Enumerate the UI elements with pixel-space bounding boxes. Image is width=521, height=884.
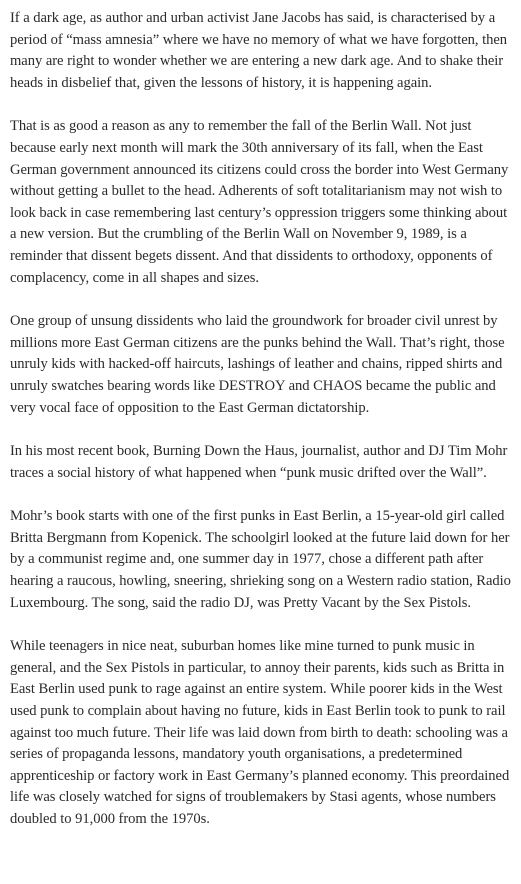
paragraph-1: If a dark age, as author and urban activist Jane Jacobs has said, is characterised by a period of “mass amnesia” where we have no memory of what we have forgotten, then many are right to wonder whether we are entering a new dark age. And to shake their heads in disbelief that, given the lessons of history, it is happening again.: [10, 10, 508, 91]
paragraph-6: While teenagers in nice neat, suburban homes like mine turned to punk music in general, and the Sex Pistols in particular, to annoy their parents, kids such as Britta in East Berlin used punk to rage against an entire system. While poorer kids in the West used punk to complain about having no future, kids in East Berlin took to punk to rail against too much future. Their life was laid down from birth to death: schooling was a series of propaganda lessons, mandatory youth organisations, a predetermined apprenticeship or factory work in East Germany’s planned economy. This preordained life was closely watched for signs of troublemakers by Stasi agents, whose numbers doubled to 91,000 from the 1970s.: [10, 638, 510, 827]
paragraph-3: One group of unsung dissidents who laid the groundwork for broader civil unrest by millions more East German citizens are the punks behind the Wall. That’s right, those unruly kids with hacked-off haircuts, lashings of leather and chains, ripped shirts and unruly swatches bearing words like DESTROY and CHAOS became the public and very vocal face of opposition to the East German dictatorship.: [10, 313, 505, 416]
paragraph-2: That is as good a reason as any to remember the fall of the Berlin Wall. Not just because early next month will mark the 30th anniversary of its fall, when the East German government announced its citizens could cross the border into West Germany without getting a bullet to the head. Adherents of soft totalitarianism may not wish to look back in case remembering last century’s oppression triggers some thinking about a new version. But the crumbling of the Berlin Wall on November 9, 1989, is a reminder that dissent begets dissent. And that dissidents to orthodoxy, opponents of complacency, come in all shapes and sizes.: [10, 118, 509, 286]
paragraph-4: In his most recent book, Burning Down the Haus, journalist, author and DJ Tim Mohr traces a social history of what happened when “punk music drifted over the Wall”.: [10, 443, 508, 481]
paragraph-5: Mohr’s book starts with one of the first punks in East Berlin, a 15-year-old girl called Britta Bergmann from Kopenick. The schoolgirl looked at the future laid down for her by a communist regime and, one summer day in 1977, chose a different path after hearing a raucous, howling, sneering, shrieking song on a Western radio station, Radio Luxembourg. The song, said the radio DJ, was Pretty Vacant by the Sex Pistols.: [10, 508, 511, 611]
